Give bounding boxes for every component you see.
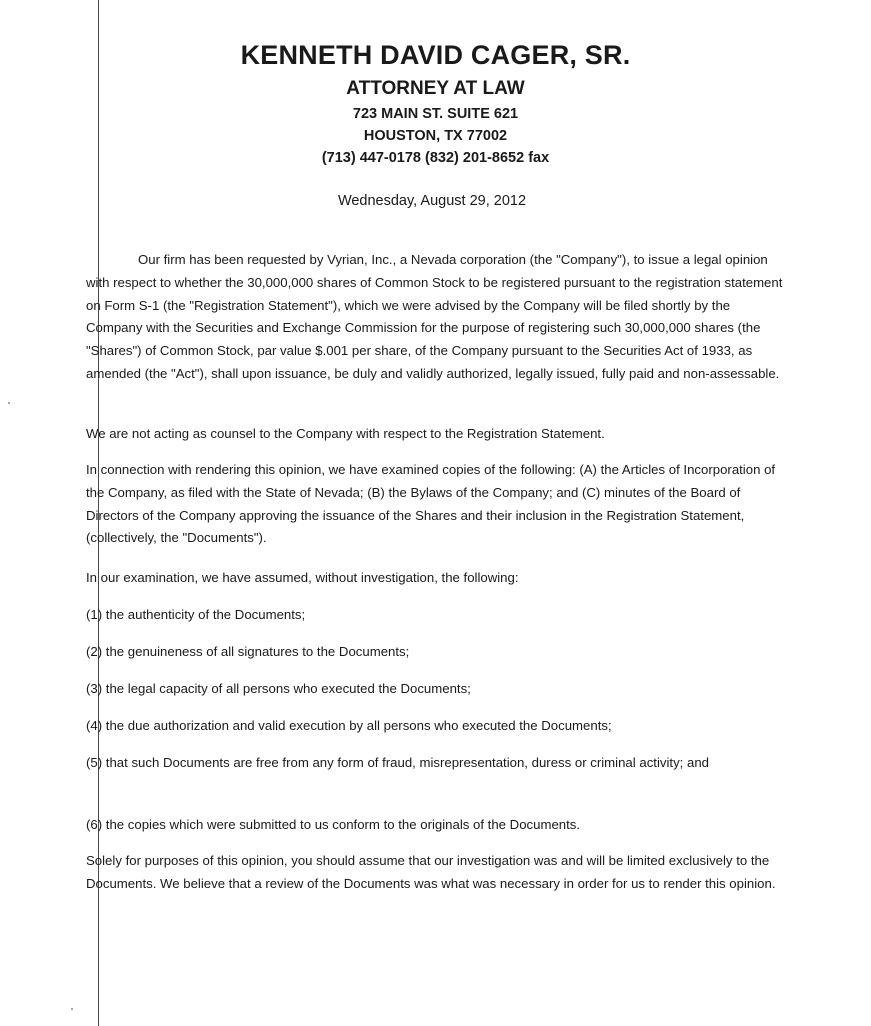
letter-date: Wednesday, August 29, 2012 [337, 193, 527, 209]
assumption-item: (3) the legal capacity of all persons who executed the Documents; [86, 681, 471, 696]
scan-speck [8, 402, 10, 404]
scan-speck [71, 1008, 73, 1010]
phone-fax: (713) 447-0178 (832) 201-8652 fax [321, 150, 550, 166]
assumption-item: (2) the genuineness of all signatures to the Documents; [86, 644, 410, 659]
assumption-item: (5) that such Documents are free from any form of fraud, misrepresentation, duress or criminal activity; and [86, 755, 709, 770]
intro-paragraph: Our firm has been requested by Vyrian, Inc., a Nevada corporation (the "Company"), to issue a legal opinion with respect to whether the 30,000,000 shares of Common Stock to be registered pursuant to the registration statement on Form S-1 (the "Registration Statement"), which we were advised by the Company will be filed shortly by the Company with the Securities and Exchange Commission for the purpose of registering such 30,000,000 shares (the "Shares") of Common Stock, par value $.001 per share, of the Company pursuant to the Securities Act of 1933, as amended (the "Act"), shall upon issuance, be duly and validly authorized, legally issued, fully paid and non-assessable. [86, 252, 783, 381]
address-line-1: 723 MAIN ST. SUITE 621 [352, 106, 519, 122]
assumption-item: (4) the due authorization and valid execution by all persons who executed the Documents; [86, 718, 612, 733]
address-line-2: HOUSTON, TX 77002 [363, 128, 508, 144]
assumptions-intro-paragraph: In our examination, we have assumed, without investigation, the following: [86, 570, 519, 585]
scope-limitation-paragraph: Solely for purposes of this opinion, you should assume that our investigation was and will be limited exclusively to the Documents. We believe that a review of the Documents was what was necessary in order for us to render this opinion. [86, 853, 776, 891]
assumption-item: (1) the authenticity of the Documents; [86, 607, 306, 622]
assumption-item: (6) the copies which were submitted to us conform to the originals of the Documents. [86, 817, 581, 832]
attorney-title: ATTORNEY AT LAW [346, 78, 525, 99]
not-counsel-paragraph: We are not acting as counsel to the Company with respect to the Registration Statement. [86, 426, 605, 441]
documents-examined-paragraph: In connection with rendering this opinion, we have examined copies of the following: (A) the Articles of Incorporation of the Company, as filed with the State of Nevada; (B) the Bylaws of the Company; and (C) minutes of the Board of Directors of the Company approving the issuance of the Shares and their inclusion in the Registration Statement, (collectively, the "Documents"). [86, 462, 776, 546]
attorney-name: KENNETH DAVID CAGER, SR. [240, 40, 631, 70]
